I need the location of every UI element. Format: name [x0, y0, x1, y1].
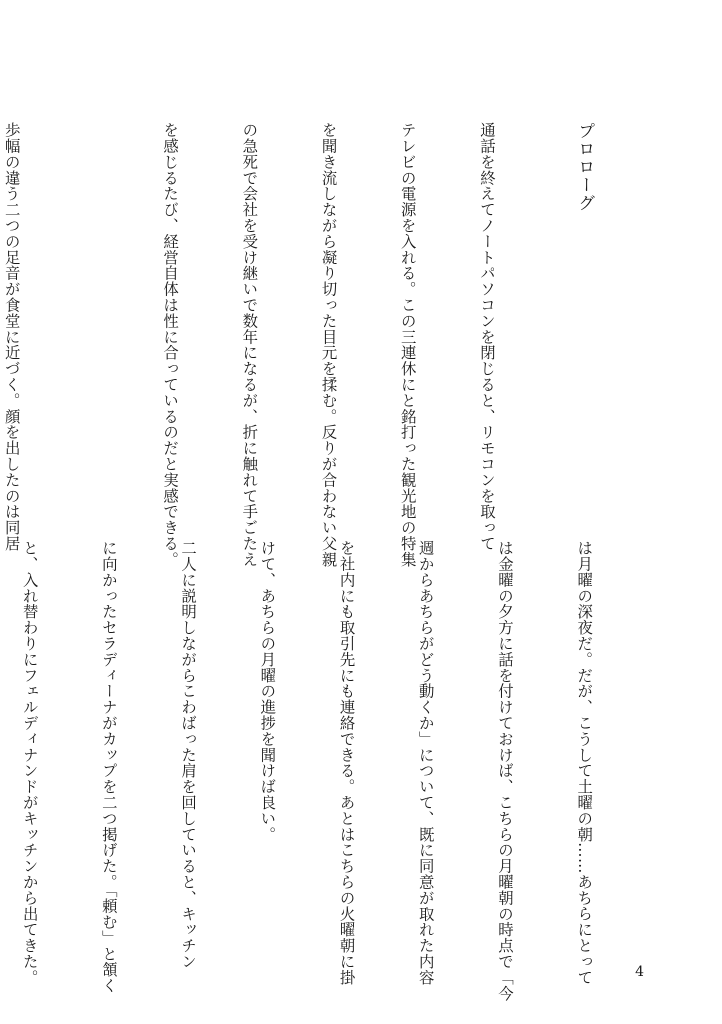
paragraph-line: 歩幅の違う二つの足音が食堂に近づく。顔を出したのは同居 [2, 122, 21, 552]
paragraph-line: 二人に説明しながらこわばった肩を回していると、キッチン [179, 540, 198, 970]
page-number: 4 [635, 964, 644, 980]
upper-text-block [0, 122, 650, 568]
lower-text-block [0, 540, 650, 1002]
paragraph-line: テレビの電源を入れる。この三連休にと銘打った観光地の特集 [398, 122, 417, 568]
paragraph-line: 週からあちらがどう動くか」について、既に同意が取れた内容 [416, 540, 435, 986]
paragraph-line: けて、あちらの月曜の進捗を聞けば良い。 [258, 540, 277, 843]
paragraph-line: は金曜の夕方に話を付けておけば、こちらの月曜朝の時点で「今 [495, 540, 514, 1002]
chapter-title: プロローグ [574, 122, 595, 212]
paragraph-line: は月曜の深夜だ。だが、こうして土曜の朝……あちらにとって [575, 540, 594, 986]
paragraph-line: を聞き流しながら凝り切った目元を揉む。反りが合わない父親 [319, 122, 338, 568]
paragraph-line: を感じるたび、経営自体は性に合っているのだと実感できる。 [161, 122, 180, 568]
blank-line [77, 122, 103, 514]
paragraph-line: と、入れ替わりにフェルディナンドがキッチンから出てきた。 [20, 540, 39, 986]
paragraph-line: に向かったセラディーナがカップを二つ掲げた。「頼む」と頷く [99, 540, 118, 994]
paragraph-line: の急死で会社を受け継いで数年になるが、折に触れて手ごたえ [240, 122, 259, 568]
paragraph-line: を社内にも取引先にも連絡できる。あとはこちらの火曜朝に掛 [337, 540, 356, 986]
paragraph-line: 通話を終えてノートパソコンを閉じると、リモコンを取って [477, 122, 496, 552]
